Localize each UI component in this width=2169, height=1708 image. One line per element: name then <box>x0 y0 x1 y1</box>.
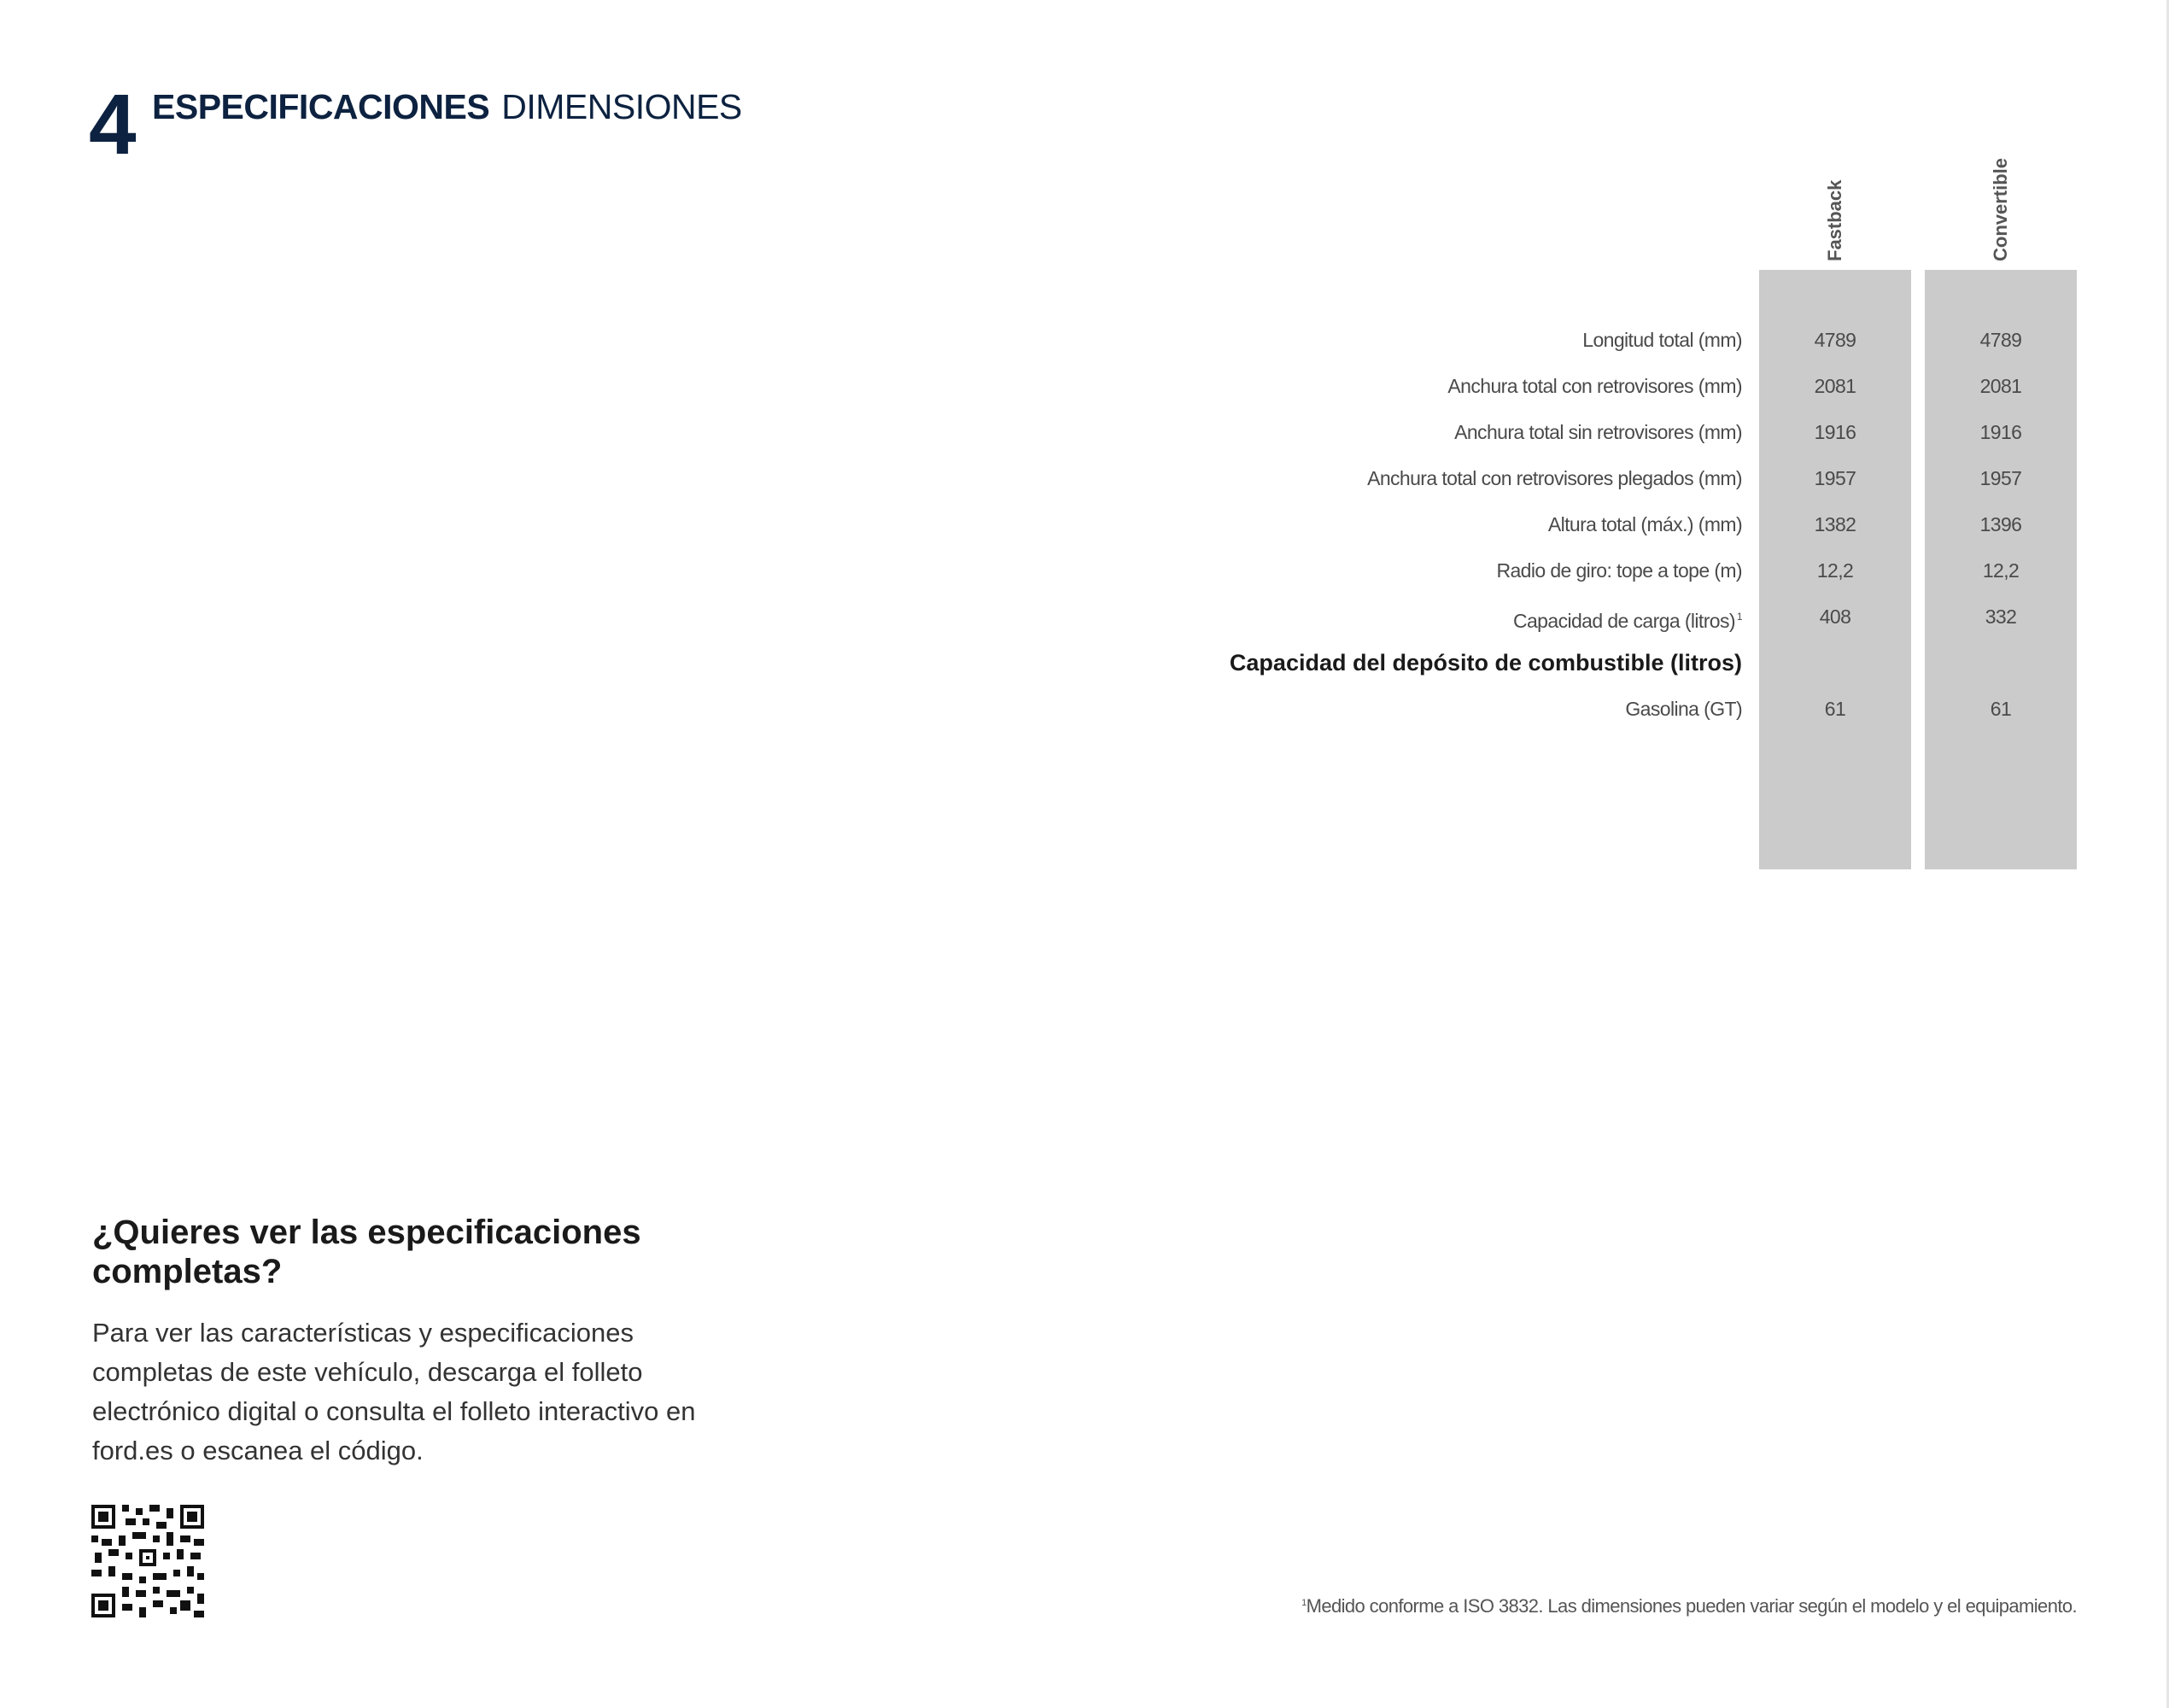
spec-value-fastback: 1916 <box>1814 421 1856 443</box>
spec-value-convertible: 1396 <box>1979 513 2022 535</box>
spec-value-fastback: 2081 <box>1814 375 1856 397</box>
spec-heading-label: Capacidad del depósito de combustible (litros) <box>1229 650 1742 676</box>
spec-row-altura-total <box>1110 501 2084 547</box>
spec-value-convertible: 332 <box>1985 605 2017 628</box>
spec-label-text: Capacidad de carga (litros) <box>1512 610 1735 632</box>
spec-label: Anchura total con retrovisores plegados (mm) <box>1367 467 1742 489</box>
spec-value-fastback: 4789 <box>1814 329 1856 351</box>
spec-label: Anchura total con retrovisores (mm) <box>1447 375 1742 397</box>
spec-value-fastback: 12,2 <box>1816 559 1854 582</box>
spec-value-convertible: 12,2 <box>1982 559 2020 582</box>
spec-value-convertible: 4789 <box>1979 329 2022 351</box>
column-header-convertible: Convertible <box>1990 157 2011 261</box>
spec-value-fastback: 1957 <box>1814 467 1856 489</box>
footnote-mark: 1 <box>1736 611 1742 623</box>
spec-label: Gasolina (GT) <box>1625 698 1742 720</box>
spec-label: Anchura total sin retrovisores (mm) <box>1454 421 1742 443</box>
spec-row-anchura-retrovisores-plegados <box>1110 455 2084 501</box>
section-title-bold: ESPECIFICACIONES <box>152 87 490 126</box>
spec-value-fastback: 61 <box>1824 698 1846 720</box>
spec-label <box>1513 594 1742 640</box>
section-title <box>152 85 742 128</box>
footnote-text: Medido conforme a ISO 3832. Las dimensiones pueden variar según el modelo y el equipamiento. <box>1306 1595 2077 1617</box>
spec-value-convertible: 1916 <box>1979 421 2022 443</box>
spec-label: Altura total (máx.) (mm) <box>1547 513 1742 535</box>
spec-value-convertible: 1957 <box>1979 467 2022 489</box>
promo-title: ¿Quieres ver las especificaciones completas? <box>92 1214 641 1290</box>
spec-row-anchura-con-retrovisores <box>1110 363 2084 409</box>
spec-heading-fuel-capacity <box>1110 640 2084 686</box>
qr-code-icon[interactable] <box>91 1505 204 1617</box>
spec-value-convertible: 2081 <box>1979 375 2022 397</box>
spec-row-capacidad-de-carga <box>1110 594 2084 640</box>
column-header-fastback: Fastback <box>1824 179 1845 261</box>
spec-value-convertible: 61 <box>1990 698 2012 720</box>
spec-value-fastback: 408 <box>1819 605 1851 628</box>
promo-body: Para ver las características y especificaciones completas de este vehículo, descarga el folleto electrónico digital o consulta el folleto interactivo en ford.es o escanea el código. <box>92 1318 696 1465</box>
spec-value-fastback: 1382 <box>1814 513 1856 535</box>
section-number: 4 <box>89 77 137 173</box>
spec-row-longitud-total <box>1110 317 2084 363</box>
footnote <box>1301 1595 2077 1617</box>
spec-row-radio-de-giro <box>1110 547 2084 594</box>
spec-label: Longitud total (mm) <box>1582 329 1742 351</box>
spec-row-gasolina <box>1110 686 2084 732</box>
spec-row-anchura-sin-retrovisores <box>1110 409 2084 455</box>
section-title-light: DIMENSIONES <box>501 87 742 126</box>
footnote-mark: 1 <box>1301 1598 1307 1608</box>
spec-label: Radio de giro: tope a tope (m) <box>1496 559 1742 582</box>
